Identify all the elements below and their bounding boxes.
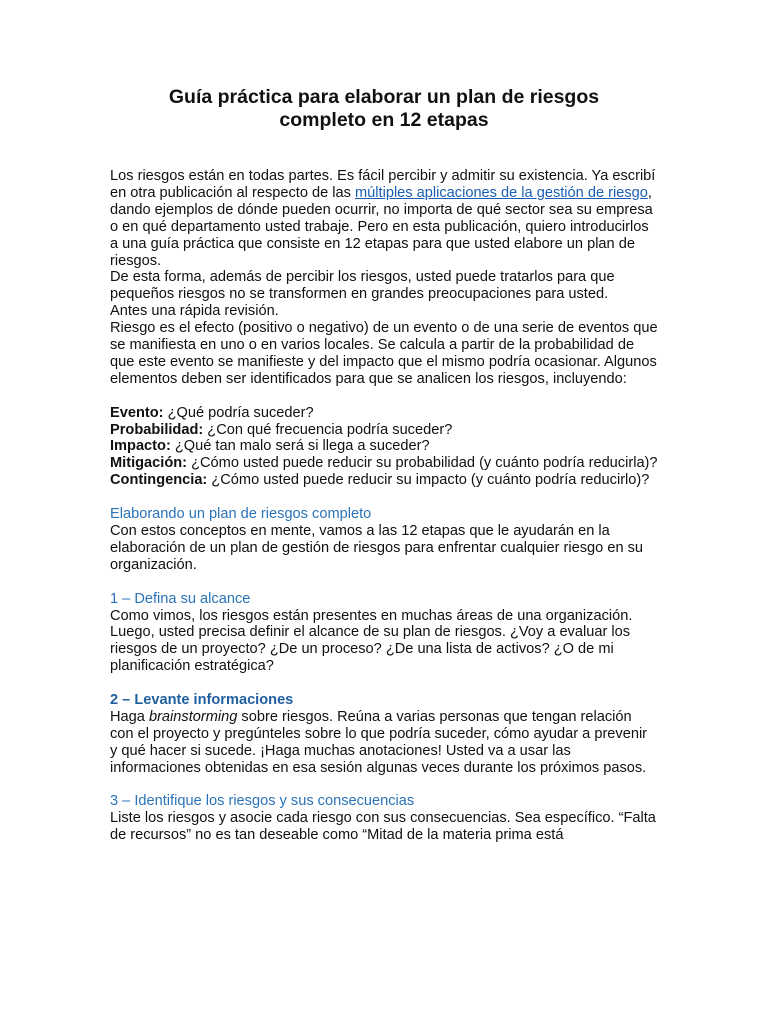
section-heading-step-1: 1 – Defina su alcance [110,590,251,607]
definition-item [110,455,658,472]
intro-text-end: , dando ejemplos de dónde pueden ocurrir, no importa de qué sector sea su empresa o en qué departamento usted trabaje. Pero en esta publicación, quiero introducirlos a una guía práctica que consiste en 12 etapas para que usted elabore un plan de riesgos. [110,184,653,269]
intro-paragraph-4: Riesgo es el efecto (positivo o negativo) de un evento o de una serie de eventos que se manifiesta en uno o en varios locales. Se calcula a partir de la probabilidad de que este evento se manifieste y del impacto que el mismo podría ocasionar. Algunos elementos deben ser identificados para que se analicen los riesgos, incluyendo: [110,320,658,387]
section-heading-plan: Elaborando un plan de riesgos completo [110,506,372,523]
section-text-step-1: Como vimos, los riesgos están presentes en muchas áreas de una organización. Luego, usted precisa definir el alcance de su plan de riesgos. ¿Voy a evaluar los riesgos de un proyecto? ¿De un proceso? ¿De una lista de activos? ¿O de mi planificación estratégica? [110,607,633,675]
section-heading-step-2: 2 – Levante informaciones [110,692,294,709]
intro-text-start: Los riesgos están en todas partes. Es fácil percibir y admitir su existencia. Ya escribí en otra publicación al respecto de las [110,168,656,201]
step-2-text-start: Haga [110,708,149,725]
definition-text: ¿Cómo usted puede reducir su probabilidad (y cuánto podría reducirla)? [187,455,658,472]
definition-term: Probabilidad: [110,421,204,438]
definition-item [110,472,658,489]
title-line-1: Guía práctica para elaborar un plan de riesgos [168,86,600,108]
applications-link[interactable]: múltiples aplicaciones de la gestión de riesgo [355,184,648,201]
definition-term: Evento: [110,404,164,421]
definition-term: Impacto: [110,438,171,455]
title-line-2: completo en 12 etapas [279,109,489,131]
page-title [110,86,658,132]
article-body [110,168,658,844]
intro-paragraph-1 [110,168,658,269]
definition-item [110,438,658,455]
section-heading-step-3: 3 – Identifique los riesgos y sus consecuencias [110,793,415,810]
section-text-plan: Con estos conceptos en mente, vamos a las 12 etapas que le ayudarán en la elaboración de un plan de gestión de riesgos para enfrentar cualquier riesgo en su organización. [110,523,644,573]
section-text-step-2 [110,709,658,777]
definition-text: ¿Qué podría suceder? [163,404,314,421]
definition-text: ¿Cómo usted puede reducir su impacto (y cuánto podría reducirlo)? [207,472,650,489]
definition-term: Mitigación: [110,455,188,472]
definition-text: ¿Con qué frecuencia podría suceder? [203,421,453,438]
definition-text: ¿Qué tan malo será si llega a suceder? [170,438,430,455]
step-2-text-end: sobre riesgos. Reúna a varias personas que tengan relación con el proyecto y pregúnteles sobre lo que podría suceder, cómo ayudar a prevenir y qué hacer si sucede. ¡Haga muchas anotaciones! Usted va a usar las informaciones obtenidas en esa sesión algunas veces durante los próximos pasos. [110,708,648,776]
section-text-step-3: Liste los riesgos y asocie cada riesgo con sus consecuencias. Sea específico. “Falta de recursos” no es tan deseable como “Mitad de la materia prima está [110,810,656,844]
definition-item [110,422,658,439]
intro-paragraph-3: Antes una rápida revisión. [110,303,279,320]
intro-paragraph-2: De esta forma, además de percibir los riesgos, usted puede tratarlos para que pequeños riesgos no se transformen en grandes preocupaciones para usted. [110,269,615,303]
definition-item [110,405,658,422]
definition-term: Contingencia: [110,472,208,489]
step-2-italic-term: brainstorming [148,708,238,725]
